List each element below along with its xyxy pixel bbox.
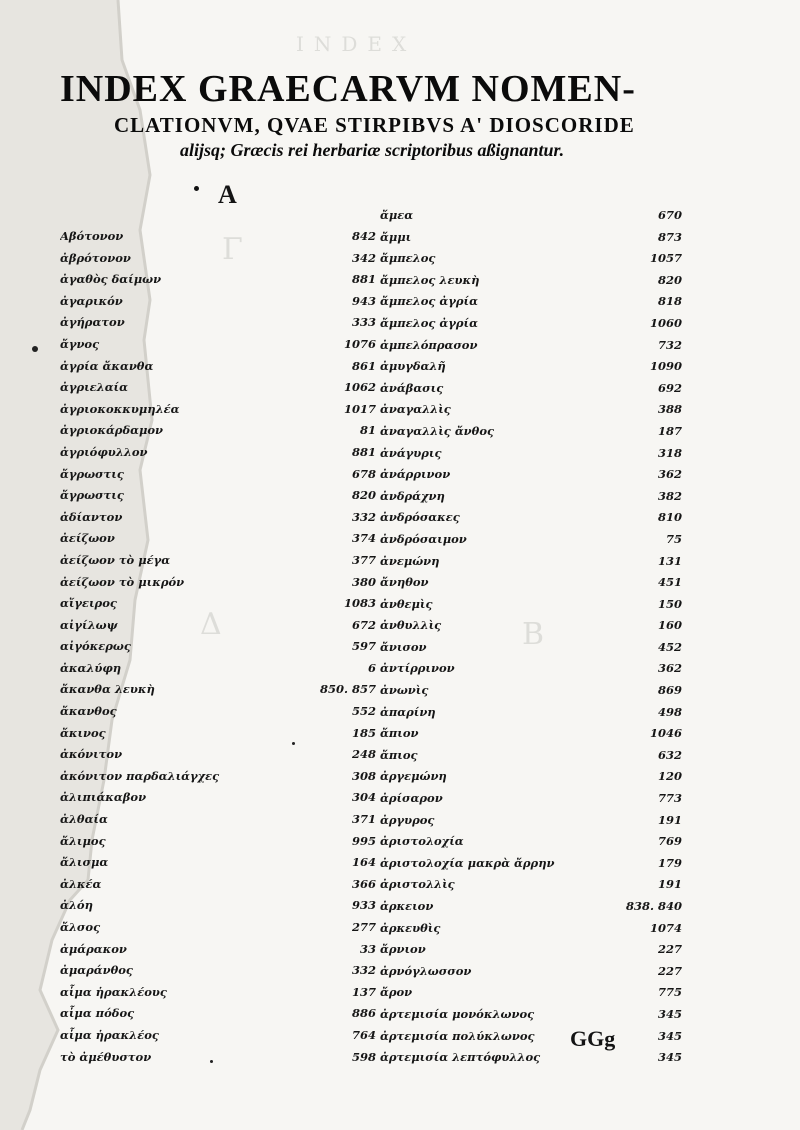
index-term: ἀνωνὶς <box>380 683 429 698</box>
page-number: 869 <box>657 683 682 698</box>
index-term: αἰγίλωψ <box>60 617 118 632</box>
index-term: ἀνάγυρις <box>380 445 442 460</box>
index-term: ἀβρότονον <box>60 250 131 265</box>
index-term: ἄλσος <box>60 920 101 934</box>
page-number: 632 <box>657 747 682 762</box>
index-term: ἀμαράνθος <box>60 963 133 978</box>
index-term: αἷμα ἡρακλέους <box>60 984 167 999</box>
page-number: 362 <box>657 467 682 482</box>
index-term: ἀνάβασις <box>380 380 444 395</box>
index-term: αἷμα ἡρακλέος <box>60 1027 159 1042</box>
right-page-column <box>600 205 682 1069</box>
index-term: ἄρον <box>380 985 413 1000</box>
index-term: ἀρνόγλωσσον <box>380 963 472 978</box>
page-number: 452 <box>657 639 682 654</box>
page-number: 670 <box>657 208 682 222</box>
index-term: ἀγριελαία <box>60 380 128 395</box>
index-term: Αβότονον <box>60 229 124 243</box>
index-term: ἀγριοκάρδαμον <box>60 423 164 438</box>
ink-spot <box>32 346 38 352</box>
page-number: 362 <box>657 661 682 676</box>
page-number: 374 <box>351 531 376 546</box>
index-term: ἀνάρρινον <box>380 467 451 482</box>
bleed-through-beta: B <box>522 617 545 652</box>
page-number: 366 <box>351 876 376 891</box>
page-number: 995 <box>351 833 376 848</box>
index-term: ἀναγαλλὶς <box>380 402 451 417</box>
page-number: 185 <box>351 725 376 740</box>
page-number: 333 <box>351 315 376 330</box>
page-number: 345 <box>657 1028 682 1043</box>
page-number: 933 <box>351 898 376 913</box>
index-term: ἄκανθα λευκὴ <box>60 682 155 697</box>
index-term: ἀργυρος <box>380 812 435 827</box>
page-number: 191 <box>657 877 682 892</box>
page-number: 248 <box>351 747 376 762</box>
index-term: ἀρίσαρον <box>380 791 443 806</box>
index-term: ἀρτεμισία μονόκλωνος <box>380 1006 535 1021</box>
bleed-through-index: INDEX <box>296 32 417 56</box>
page-number: 1083 <box>343 596 376 611</box>
index-term: ἀγρία ἄκανθα <box>60 358 154 373</box>
page-number: 861 <box>351 358 376 373</box>
index-term: ἀκαλύφη <box>60 660 122 675</box>
index-term: ἄγρωστις <box>60 488 124 503</box>
page-number: 810 <box>657 510 682 525</box>
page-number: 881 <box>351 444 376 459</box>
index-term: ἄμμι <box>380 229 412 244</box>
section-letter: A <box>218 180 237 209</box>
page-number: 382 <box>657 488 682 503</box>
signature-mark: GGg <box>570 1026 616 1051</box>
page-number: 345 <box>657 1050 682 1065</box>
page-number: 732 <box>657 337 682 352</box>
page-number: 1017 <box>343 401 376 416</box>
page-number: 137 <box>351 984 376 999</box>
page-number: 769 <box>657 834 682 849</box>
page-number: 1074 <box>649 920 682 935</box>
index-term: ἄμπελος λευκὴ <box>380 272 480 287</box>
page-number: 818 <box>657 294 682 309</box>
index-term: ἀείζωον τὸ μέγα <box>60 552 171 567</box>
page-number: 1090 <box>649 359 682 374</box>
page-number: 380 <box>351 574 376 589</box>
page-number: 318 <box>657 445 682 460</box>
page-number: 277 <box>351 920 376 934</box>
page-number: 6 <box>367 660 376 675</box>
title-line-3: alijsq; Græcis rei herbariæ scriptoribus aßignantur. <box>180 140 565 160</box>
page-number: 131 <box>657 553 682 568</box>
bleed-through-delta: Δ <box>200 607 222 642</box>
index-term: ἀκόνιτον παρδαλιάγχες <box>60 768 220 783</box>
ink-dot <box>194 186 199 191</box>
index-term: ἀνδρόσακες <box>380 510 460 525</box>
page-number: 332 <box>351 509 376 524</box>
page-number: 873 <box>657 229 682 244</box>
page-number: 81 <box>359 423 376 438</box>
page-number: 498 <box>657 704 682 719</box>
page-number: 120 <box>657 769 682 784</box>
index-term: ἄγρωστις <box>60 466 124 481</box>
index-term: ἄμπελος ἀγρία <box>380 315 478 330</box>
index-term: ἀριστολοχία <box>380 834 464 849</box>
page-number: 1046 <box>649 726 682 741</box>
index-term: αἴγειρος <box>60 596 117 611</box>
index-term: ἄμεα <box>380 208 414 222</box>
page-number: 881 <box>351 272 376 287</box>
index-term: ἀμπελόπρασον <box>380 337 478 352</box>
page-number: 1076 <box>343 336 376 351</box>
title-line-1: INDEX GRAECARVM NOMEN- <box>60 68 636 110</box>
index-term: ἀείζωον <box>60 531 115 546</box>
index-term: ἄκανθος <box>60 704 117 719</box>
page-number: 820 <box>657 272 682 287</box>
page-number: 160 <box>657 618 682 633</box>
index-term: ἀναγαλλὶς ἄνθος <box>380 423 494 438</box>
page-number: 332 <box>351 963 376 978</box>
page-number: 191 <box>657 812 682 827</box>
page-number: 227 <box>657 942 682 957</box>
page-number: 773 <box>657 791 682 806</box>
page-number: 164 <box>351 855 376 870</box>
index-term: αἷμα πόδος <box>60 1006 135 1021</box>
ink-spot <box>210 1060 213 1063</box>
index-term: ἄμπελος <box>380 251 436 266</box>
index-term: ἀριστολλὶς <box>380 877 455 892</box>
index-term: ἀρτεμισία λεπτόφυλλος <box>380 1050 541 1065</box>
index-term: ἀπαρίνη <box>380 704 436 719</box>
index-term: ἀδίαντον <box>60 509 123 524</box>
index-term: ἀγριοκοκκυμηλέα <box>60 401 180 416</box>
left-page-column <box>296 226 376 1068</box>
index-term: ἀγριόφυλλον <box>60 444 148 459</box>
index-term: ἀρκειον <box>380 899 434 913</box>
page-number: 886 <box>351 1006 376 1021</box>
index-term: ἀγήρατον <box>60 315 125 330</box>
page-number: 678 <box>351 466 376 481</box>
index-term: ἀγαθὸς δαίμων <box>60 272 162 287</box>
index-term: ἀνδρόσαιμον <box>380 531 467 546</box>
page-number: 820 <box>351 488 376 503</box>
page-title <box>60 66 690 162</box>
page-number: 187 <box>657 423 682 438</box>
index-term: ἄλιμος <box>60 833 106 848</box>
page-number: 1062 <box>343 380 376 395</box>
index-term: ἀλθαία <box>60 812 108 827</box>
index-term: τὸ ἀμέθυστον <box>60 1049 152 1064</box>
index-term: ἀλκέα <box>60 876 102 891</box>
index-term: ἄμπελος ἀγρία <box>380 294 478 309</box>
page-number: 838. 840 <box>625 899 682 913</box>
page-number: 342 <box>351 250 376 265</box>
index-term: ἀρκευθὶς <box>380 920 441 935</box>
page-number: 842 <box>351 229 376 243</box>
page-number: 775 <box>657 985 682 1000</box>
page-number: 304 <box>351 790 376 805</box>
page-number: 33 <box>359 941 376 956</box>
page-number: 1060 <box>649 315 682 330</box>
index-term: ἀλιπιάκαβον <box>60 790 147 805</box>
index-term: ἀνεμώνη <box>380 553 440 568</box>
index-term: ἀμάρακον <box>60 941 127 956</box>
page-number: 1057 <box>649 251 682 266</box>
page-number: 850. 857 <box>319 682 376 697</box>
page-number: 345 <box>657 1006 682 1021</box>
index-term: ἀντίρρινον <box>380 661 455 676</box>
index-term: ἀνθεμὶς <box>380 596 433 611</box>
page-number: 764 <box>351 1027 376 1042</box>
page-number: 597 <box>351 639 376 654</box>
index-term: ἀργεμώνη <box>380 769 447 784</box>
page-number: 451 <box>657 575 682 590</box>
index-term: ἀνθυλλὶς <box>380 618 442 633</box>
page-number: 179 <box>657 855 682 870</box>
index-term: ἄλισμα <box>60 855 109 870</box>
index-term: αἰγόκερως <box>60 639 131 654</box>
index-term: ἄνηθον <box>380 575 429 590</box>
index-term: ἄγνος <box>60 336 100 351</box>
page-number: 598 <box>351 1049 376 1064</box>
index-term: ἄρνιον <box>380 942 426 957</box>
index-term: ἀμυγδαλῆ <box>380 359 446 374</box>
page-number: 672 <box>351 617 376 632</box>
index-term: ἀκόνιτον <box>60 747 123 762</box>
bleed-through-gamma: Γ <box>222 232 243 267</box>
ink-spot <box>292 742 295 745</box>
page-number: 150 <box>657 596 682 611</box>
page-number: 75 <box>665 531 682 546</box>
page-number: 692 <box>657 380 682 395</box>
page-number: 943 <box>351 293 376 308</box>
index-term: ἄπιον <box>380 726 419 741</box>
page-number: 227 <box>657 963 682 978</box>
index-term: ἀνδράχνη <box>380 488 445 503</box>
page-number: 388 <box>657 402 682 417</box>
page-number: 552 <box>351 704 376 719</box>
right-term-column <box>380 205 620 1069</box>
index-term: ἀλόη <box>60 898 93 913</box>
page-number: 308 <box>351 768 376 783</box>
index-term: ἄνισον <box>380 639 427 654</box>
index-term: ἀγαρικόν <box>60 293 123 308</box>
index-term: ἀριστολοχία μακρὰ ἄρρην <box>380 855 555 870</box>
title-line-2: CLATIONVM, QVAE STIRPIBVS A' DIOSCORIDE <box>114 113 635 137</box>
page-number: 377 <box>351 552 376 567</box>
page-number: 371 <box>351 812 376 827</box>
index-term: ἀείζωον τὸ μικρόν <box>60 574 185 589</box>
index-term: ἀρτεμισία πολύκλωνος <box>380 1028 535 1043</box>
index-term: ἄπιος <box>380 747 418 762</box>
index-term: ἄκινος <box>60 725 106 740</box>
